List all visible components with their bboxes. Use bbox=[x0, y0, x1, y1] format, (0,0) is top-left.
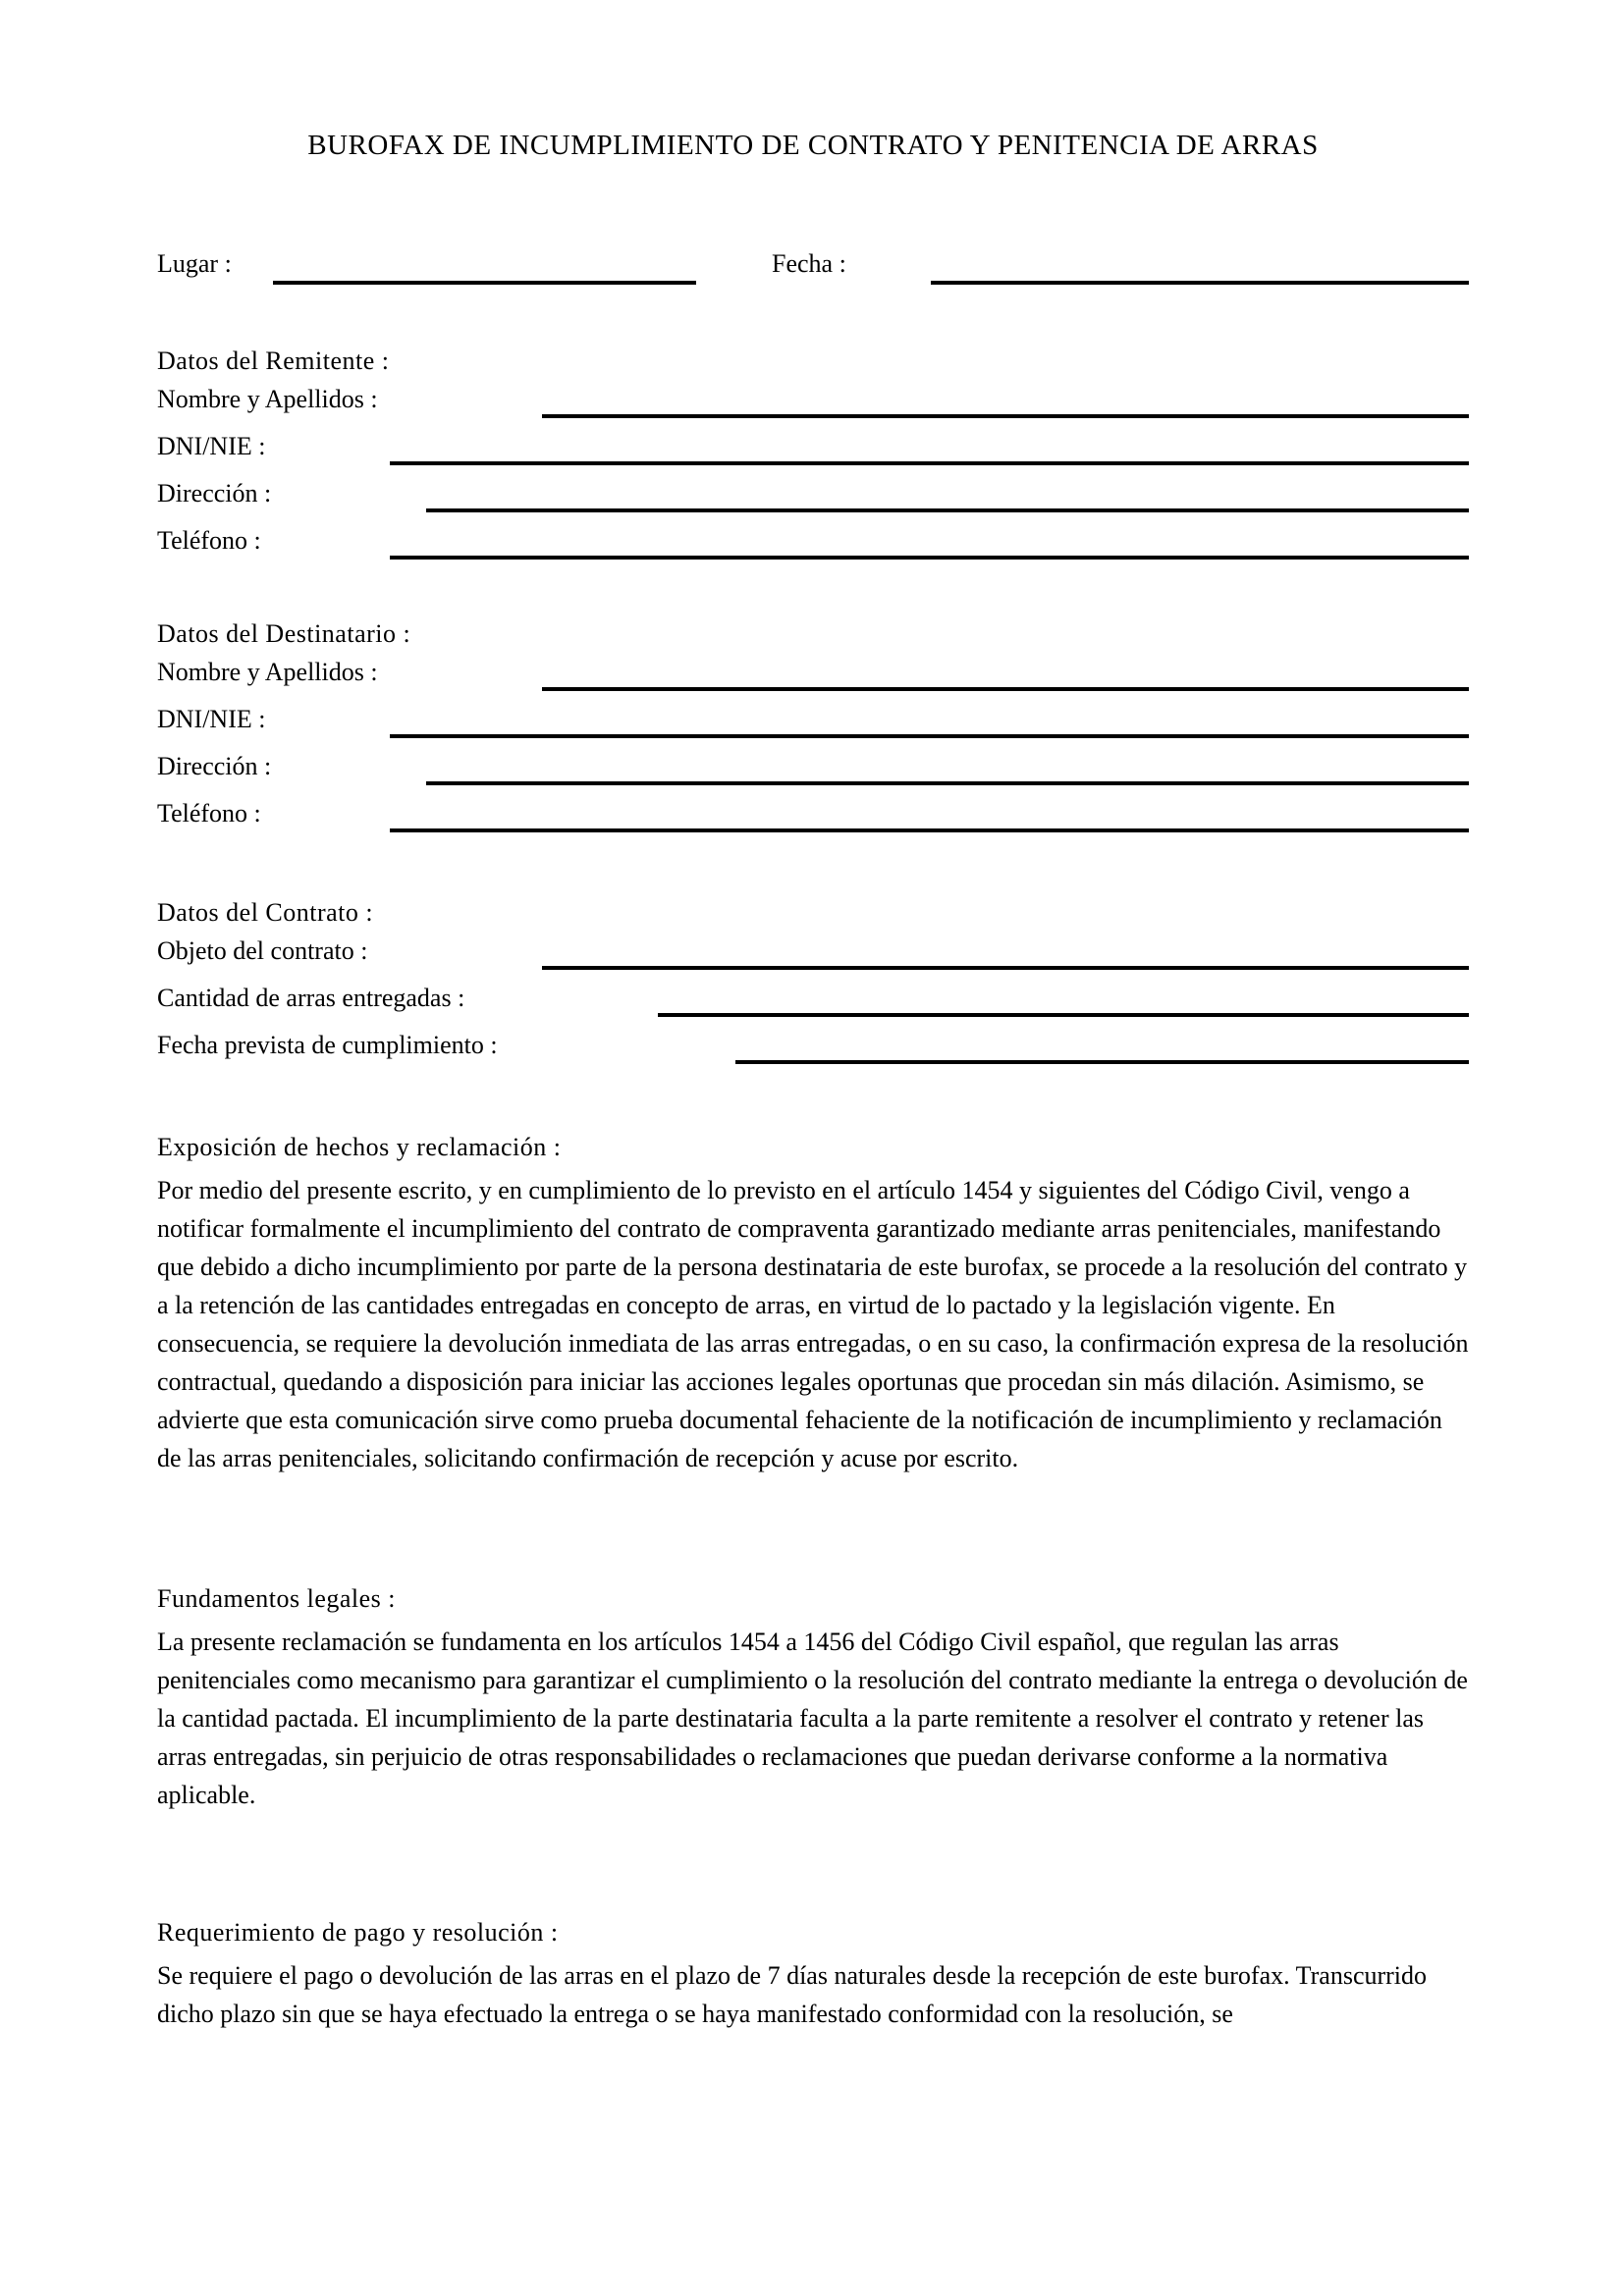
remitente-nombre-label: Nombre y Apellidos : bbox=[157, 385, 378, 413]
exposicion-paragraph: Por medio del presente escrito, y en cumplimiento de lo previsto en el artículo 1454 y siguientes del Código Civil, vengo a notificar formalmente el incumplimiento del contrato de compraventa garantizado mediante arras penitenciales, manifestando que debido a dicho incumplimiento por parte de la persona destinataria de este burofax, se procede a la resolución del contrato y a la retención de las cantidades entregadas en concepto de arras, en virtud de lo pactado y la legislación vigente. En consecuencia, se requiere la devolución inmediata de las arras entregadas, o en su caso, la confirmación expresa de la resolución contractual, quedando a disposición para iniciar las acciones legales oportunas que procedan sin más dilación. Asimismo, se advierte que esta comunicación sirve como prueba documental fehaciente de la notificación de incumplimiento y reclamación de las arras penitenciales, solicitando confirmación de recepción y acuse por escrito. bbox=[157, 1176, 1469, 1472]
remitente-telefono-input-line[interactable] bbox=[390, 556, 1469, 560]
remitente-nombre-input-line[interactable] bbox=[542, 414, 1469, 418]
field-row-destinatario-direccion bbox=[157, 744, 1469, 791]
remitente-telefono-label: Teléfono : bbox=[157, 526, 261, 555]
exposicion-heading: Exposición de hechos y reclamación : bbox=[157, 1133, 562, 1161]
contrato-cantidad-arras-input-line[interactable] bbox=[658, 1013, 1469, 1017]
document-title: BUROFAX DE INCUMPLIMIENTO DE CONTRATO Y PENITENCIA DE ARRAS bbox=[307, 130, 1319, 161]
field-row-contrato-objeto bbox=[157, 929, 1469, 976]
destinatario-nombre-label: Nombre y Apellidos : bbox=[157, 658, 378, 686]
destinatario-nombre-input-line[interactable] bbox=[542, 687, 1469, 691]
fecha-label: Fecha : bbox=[772, 249, 846, 278]
lugar-label: Lugar : bbox=[157, 249, 232, 278]
destinatario-telefono-input-line[interactable] bbox=[390, 828, 1469, 832]
remitente-heading: Datos del Remitente : bbox=[157, 347, 390, 375]
field-row-remitente-nombre bbox=[157, 377, 1469, 424]
section-destinatario bbox=[157, 618, 1469, 838]
contrato-objeto-input-line[interactable] bbox=[542, 966, 1469, 970]
contrato-fecha-cumplimiento-label: Fecha prevista de cumplimiento : bbox=[157, 1031, 498, 1059]
remitente-direccion-label: Dirección : bbox=[157, 479, 272, 507]
fundamentos-paragraph: La presente reclamación se fundamenta en los artículos 1454 a 1456 del Código Civil español, que regulan las arras penitenciales como mecanismo para garantizar el cumplimiento o la resolución del contrato mediante la entrega o devolución de la cantidad pactada. El incumplimiento de la parte destinataria faculta a la parte remitente a resolver el contrato y retener las arras entregadas, sin perjuicio de otras responsabilidades o reclamaciones que puedan derivarse conforme a la normativa aplicable. bbox=[157, 1628, 1468, 1809]
field-row-contrato-cantidad-arras bbox=[157, 976, 1469, 1023]
fundamentos-heading: Fundamentos legales : bbox=[157, 1584, 397, 1613]
field-row-destinatario-telefono bbox=[157, 791, 1469, 838]
requerimiento-paragraph: Se requiere el pago o devolución de las arras en el plazo de 7 días naturales desde la recepción de este burofax. Transcurrido dicho plazo sin que se haya efectuado la entrega o se haya manifestado conformidad con la resolución, se bbox=[157, 1961, 1428, 2028]
remitente-direccion-input-line[interactable] bbox=[426, 508, 1469, 512]
section-remitente bbox=[157, 346, 1469, 565]
contrato-fecha-cumplimiento-input-line[interactable] bbox=[735, 1060, 1469, 1064]
contrato-objeto-label: Objeto del contrato : bbox=[157, 936, 368, 965]
section-requerimiento bbox=[157, 1917, 1469, 2033]
fecha-input-line[interactable] bbox=[931, 281, 1469, 285]
destinatario-heading: Datos del Destinatario : bbox=[157, 619, 411, 648]
lugar-fecha-row bbox=[157, 247, 1469, 287]
remitente-dni-label: DNI/NIE : bbox=[157, 432, 266, 460]
destinatario-direccion-input-line[interactable] bbox=[426, 781, 1469, 785]
requerimiento-heading: Requerimiento de pago y resolución : bbox=[157, 1918, 559, 1947]
section-fundamentos bbox=[157, 1583, 1469, 1814]
destinatario-telefono-label: Teléfono : bbox=[157, 799, 261, 828]
destinatario-dni-input-line[interactable] bbox=[390, 734, 1469, 738]
field-row-contrato-fecha-cumplimiento bbox=[157, 1023, 1469, 1070]
field-row-remitente-dni bbox=[157, 424, 1469, 471]
lugar-input-line[interactable] bbox=[273, 281, 696, 285]
destinatario-direccion-label: Dirección : bbox=[157, 752, 272, 780]
field-row-destinatario-nombre bbox=[157, 650, 1469, 697]
remitente-dni-input-line[interactable] bbox=[390, 461, 1469, 465]
section-exposicion bbox=[157, 1132, 1469, 1477]
field-row-remitente-direccion bbox=[157, 471, 1469, 518]
field-row-destinatario-dni bbox=[157, 697, 1469, 744]
destinatario-dni-label: DNI/NIE : bbox=[157, 705, 266, 733]
field-row-remitente-telefono bbox=[157, 518, 1469, 565]
section-contrato bbox=[157, 897, 1469, 1070]
contrato-heading: Datos del Contrato : bbox=[157, 898, 374, 927]
contrato-cantidad-arras-label: Cantidad de arras entregadas : bbox=[157, 984, 465, 1012]
